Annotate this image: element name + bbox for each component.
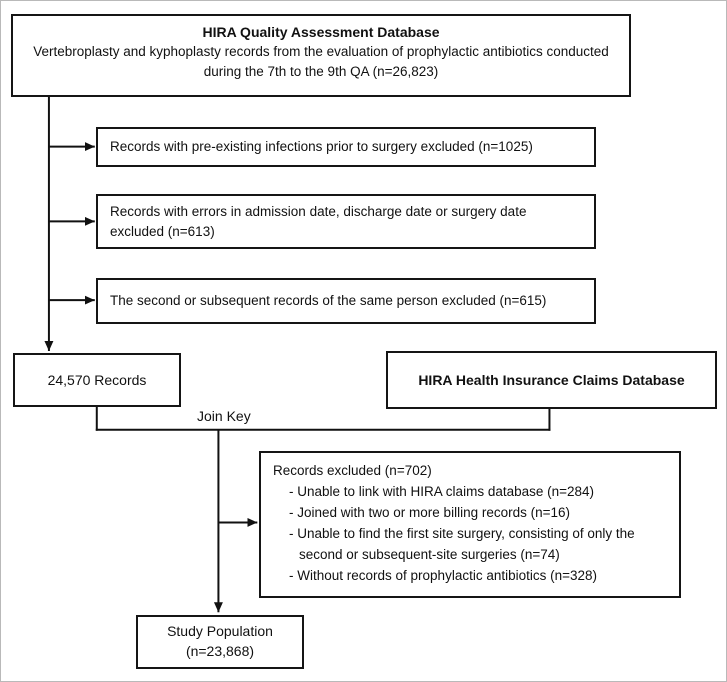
exclusion-box-date-errors [96, 194, 596, 249]
linkage-exclusion-item: - Without records of prophylactic antibiotics (n=328) [289, 567, 598, 583]
linkage-exclusion-box [259, 451, 681, 598]
linkage-exclusion-item: - Unable to find the first site surgery, consisting of only the second or subsequent-site surgeries (n=74) [289, 525, 635, 562]
source-database-title: HIRA Quality Assessment Database [202, 24, 440, 40]
linkage-exclusion-item: - Joined with two or more billing records (n=16) [289, 504, 570, 520]
source-database-description: Vertebroplasty and kyphoplasty records from the evaluation of prophylactic antibiotics conducted during the 7th to the 9th QA (n=26,823) [33, 44, 609, 79]
exclusion-text-date-errors: Records with errors in admission date, discharge date or surgery date excluded (n=613) [110, 203, 527, 239]
join-key-label: Join Key [193, 408, 255, 424]
study-population-count: (n=23,868) [185, 643, 255, 659]
study-population-box [136, 615, 304, 669]
linkage-exclusion-title: Records excluded (n=702) [273, 463, 432, 478]
claims-database-label: HIRA Health Insurance Claims Database [418, 372, 685, 388]
records-count-label: 24,570 Records [47, 372, 147, 388]
exclusion-text-duplicates: The second or subsequent records of the same person excluded (n=615) [110, 293, 547, 309]
linkage-exclusion-item: - Unable to link with HIRA claims database (n=284) [289, 483, 595, 499]
exclusion-text-infections: Records with pre-existing infections prior to surgery excluded (n=1025) [110, 139, 533, 155]
claims-database-box [386, 351, 717, 409]
exclusion-box-infections [96, 127, 596, 167]
exclusion-box-duplicates [96, 278, 596, 324]
records-count-box [13, 353, 181, 407]
study-population-title: Study Population [167, 623, 273, 640]
source-database-box [11, 14, 631, 97]
